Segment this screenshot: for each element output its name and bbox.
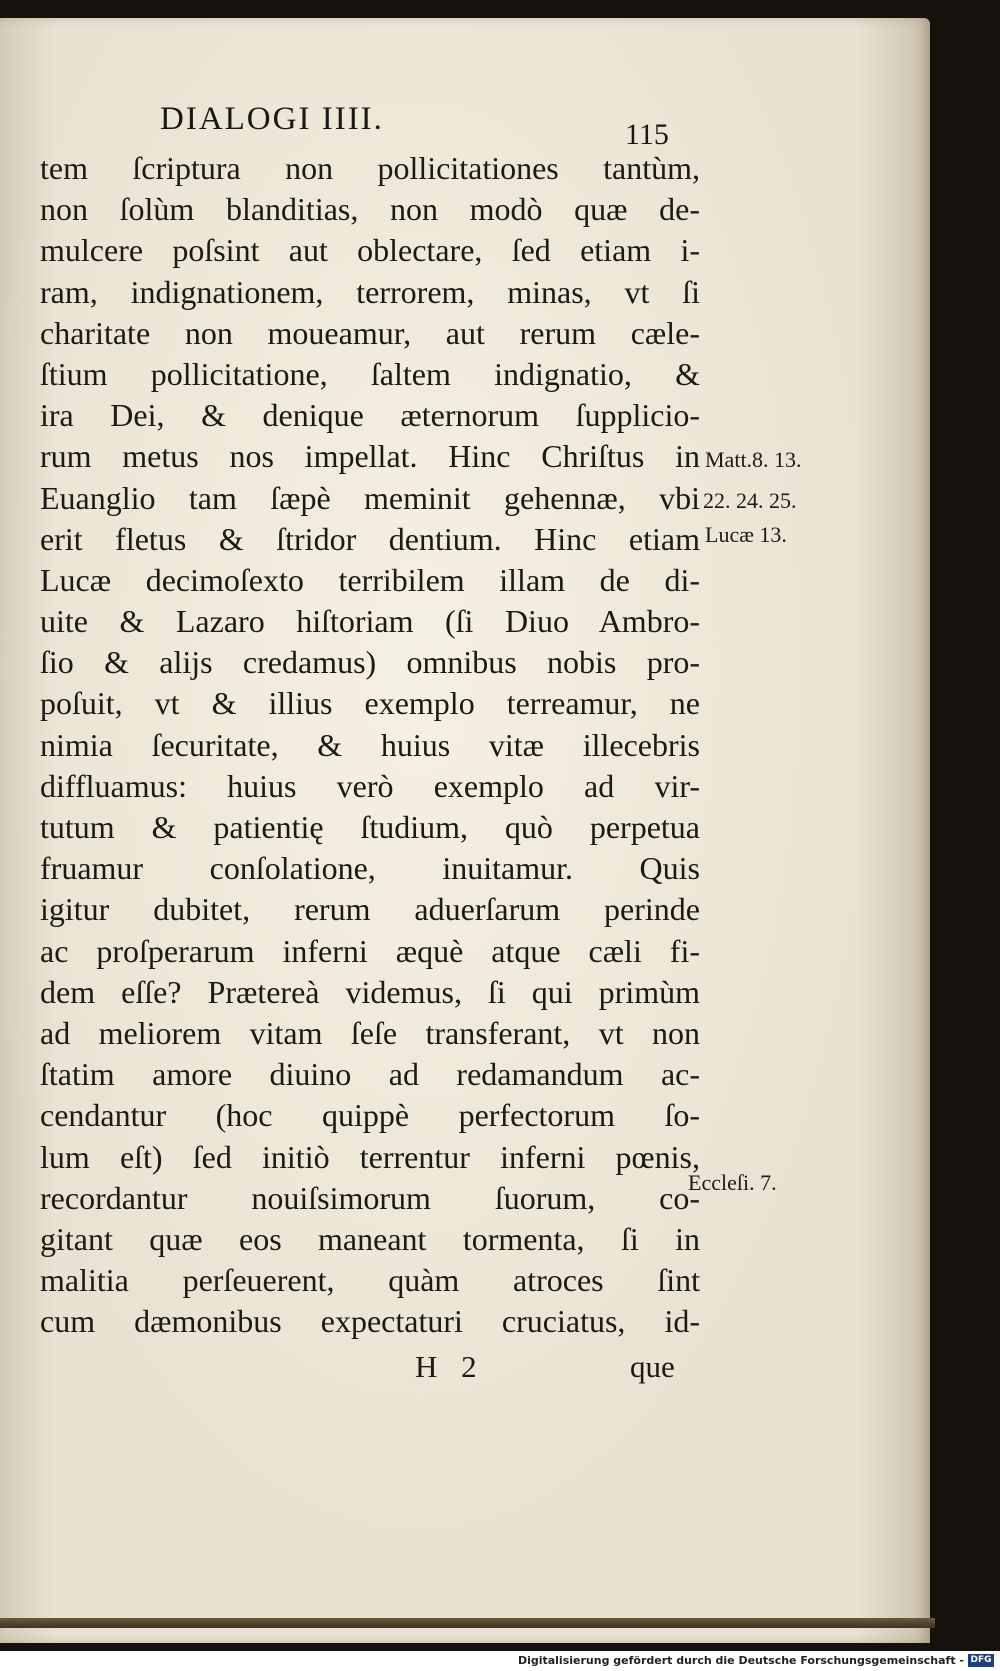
catchword: que (630, 1349, 675, 1384)
dfg-logo-icon: DFG (968, 1654, 994, 1667)
text-line: ſtatim amore diuino ad redamandum ac- (40, 1056, 700, 1093)
running-title: DIALOGI IIII. (160, 101, 384, 137)
text-line: fruamur conſolatione, inuitamur. Quis (40, 850, 700, 887)
text-line: ſtium pollicitatione, ſaltem indignatio, & (40, 355, 700, 392)
text-line: lum eſt) ſed initiò terrentur inferni pœnis, (40, 1138, 700, 1175)
text-line: igitur dubitet, rerum aduerſarum perinde (40, 891, 700, 928)
margin-note-verses: 22. 24. 25. (703, 488, 797, 513)
margin-note-matthew: Matt.8. 13. (705, 447, 802, 472)
text-line: cendantur (hoc quippè perfectorum ſo- (40, 1097, 700, 1134)
text-line: diffluamus: huius verò exemplo ad vir- (40, 767, 700, 804)
text-line: mulcere poſsint aut oblectare, ſed etiam i- (40, 232, 700, 269)
text-line: tutum & patientię ſtudium, quò perpetua (40, 809, 700, 845)
text-line: charitate non moueamur, aut rerum cæle- (40, 314, 700, 351)
text-line: ad meliorem vitam ſeſe transferant, vt non (40, 1014, 700, 1051)
text-line: recordantur nouiſsimorum ſuorum, co- (40, 1179, 700, 1216)
text-line: Lucæ decimoſexto terribilem illam de di- (40, 561, 700, 598)
text-line: nimia ſecuritate, & huius vitæ illecebris (40, 726, 700, 763)
text-line: ac proſperarum inferni æquè atque cæli fi- (40, 932, 700, 969)
text-line: non ſolùm blanditias, non modò quæ de- (40, 191, 700, 228)
margin-note-luke: Lucæ 13. (705, 522, 787, 547)
text-line: uite & Lazaro hiſtoriam (ſi Diuo Ambro- (40, 603, 700, 640)
text-line: Euanglio tam ſæpè meminit gehennæ, vbi (40, 479, 700, 516)
text-line: ira Dei, & denique æternorum ſupplicio- (40, 397, 700, 434)
text-line: malitia perſeuerent, quàm atroces ſint (40, 1262, 700, 1299)
text-line: gitant quæ eos maneant tormenta, ſi in (40, 1220, 700, 1257)
text-line: tem ſcriptura non pollicitationes tantùm, (40, 150, 700, 186)
page-edge (0, 1618, 935, 1628)
text-line: dem eſſe? Prætereà videmus, ſi qui primùm (40, 973, 700, 1010)
digitization-credit: Digitalisierung gefördert durch die Deutsche Forschungsgemeinschaft - (517, 1654, 964, 1667)
body-text (40, 148, 700, 1342)
page-number: 115 (625, 118, 669, 151)
text-line: ſio & alijs credamus) omnibus nobis pro- (40, 644, 700, 681)
text-line: ram, indignationem, terrorem, minas, vt ſi (40, 273, 700, 310)
text-line: rum metus nos impellat. Hinc Chriſtus in (40, 438, 700, 475)
text-line: poſuit, vt & illius exemplo terreamur, ne (40, 685, 700, 722)
signature-mark: H 2 (415, 1349, 485, 1384)
text-line: cum dæmonibus expectaturi cruciatus, id- (40, 1303, 700, 1340)
margin-note-ecclesiasticus: Eccleſi. 7. (688, 1170, 777, 1195)
text-line: erit fletus & ſtridor dentium. Hinc etiam (40, 520, 700, 557)
